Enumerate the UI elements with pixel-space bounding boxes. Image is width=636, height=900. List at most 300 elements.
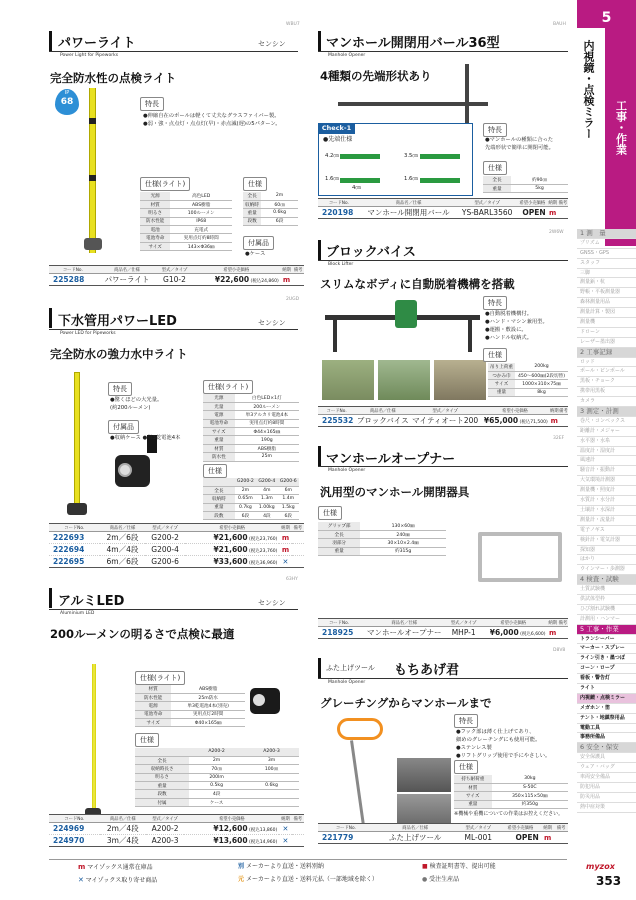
legend-item [78, 863, 153, 872]
order-header-cell: 商品名／仕様 [97, 266, 158, 274]
spec-row [488, 380, 568, 388]
order-header-cell: 希望小売価格 [185, 524, 279, 532]
spec-row [243, 200, 298, 208]
order-header-cell: 納期 [281, 816, 290, 822]
spec-row [318, 539, 446, 547]
sidebar-index-item[interactable]: 水平器・水糸 [577, 437, 636, 447]
spec-key: 電池寿命 [203, 419, 235, 427]
order-header-cell: コードNo. [49, 266, 97, 274]
sidebar-index-item[interactable]: 携帯用黒板 [577, 387, 636, 397]
sidebar-index-item[interactable]: スタッフ [577, 259, 636, 269]
sidebar-index-item[interactable]: 供試体型枠 [577, 595, 636, 605]
order-row [318, 832, 568, 844]
catch-copy: 4種類の先端形状あり [320, 69, 432, 83]
spec-label: 仕様 [243, 177, 267, 191]
order-model: A200-3 [146, 835, 185, 847]
spec-value: 単3乾電池4本(別売) [171, 702, 245, 710]
spec-key: 付属 [135, 798, 189, 806]
order-model: G200-6 [145, 556, 185, 568]
sidebar-index-item[interactable]: 騒音計・振動計 [577, 466, 636, 476]
order-header-cell: 納期 [281, 525, 290, 531]
brand-logo: myzox [586, 862, 615, 871]
order-header-row [49, 815, 304, 823]
divider [318, 260, 568, 261]
sidebar-index-item[interactable]: ドローン [577, 328, 636, 338]
order-header-cell: 型式／タイプ [145, 524, 185, 532]
sidebar-index-item[interactable]: 防犯用品 [577, 783, 636, 793]
sidebar-index-item[interactable]: 土質試験機 [577, 585, 636, 595]
feature-item: ●伸縮自在のポールは軽くて丈夫なグラスファイバー製。 [143, 113, 280, 119]
spec-row [203, 486, 299, 494]
spec-key: 重量 [454, 800, 492, 808]
spec-row [318, 530, 446, 538]
order-header-cell: 備考 [554, 824, 568, 832]
price-value: OPEN [522, 208, 546, 217]
spec-head-row [135, 748, 299, 756]
spec-value: ケース [189, 798, 244, 806]
order-header-cell: 納期 [550, 408, 559, 414]
code-number: 218925 [318, 627, 360, 639]
order-header-cell: 商品名／仕様 [360, 619, 449, 627]
sidebar-index-item[interactable]: メガホン・笛 [577, 704, 636, 714]
order-price [185, 544, 279, 556]
product-code: D8V8 [553, 648, 566, 653]
order-row [49, 556, 304, 568]
legend-text: メーカーより直送・送料別納 [245, 863, 324, 870]
english-name: Power LED for Pipeworks [60, 331, 116, 336]
sidebar-index-item[interactable]: 6 安全・保安 [577, 743, 636, 753]
spec-value: 約315g [360, 547, 446, 555]
sidebar-index-item[interactable]: はかり [577, 555, 636, 565]
delivery-mark [279, 532, 291, 544]
feature-item: 細めのグレーチングにも使用可能。 [456, 737, 541, 743]
product-title: ブロックバイス [326, 245, 416, 260]
spec-row [488, 363, 568, 371]
chapter-tab[interactable] [605, 28, 636, 246]
divider [49, 609, 298, 610]
product-code: 63HY [286, 577, 298, 582]
sidebar-index-item[interactable]: ポール・ピンポール [577, 367, 636, 377]
legend-item [238, 863, 324, 871]
sidebar-index-item[interactable]: 大気環境計測器 [577, 476, 636, 486]
spec-key: 収納時 [203, 495, 235, 503]
code-number: 225288 [49, 274, 97, 286]
spec-key: 電源 [135, 702, 171, 710]
remarks-cell [292, 835, 304, 847]
tip-image [340, 154, 380, 159]
spec-row [488, 371, 568, 379]
spec-value [244, 773, 299, 781]
spec-value: 70㎝ [189, 765, 244, 773]
tip-dimension: 4㎝ [352, 185, 361, 191]
spec-key: サイズ [140, 242, 170, 250]
spec-row [483, 184, 568, 192]
order-model: ML-001 [457, 832, 501, 844]
order-header-cell: 型式／タイプ [157, 266, 192, 274]
sidebar-index-item[interactable]: 4 検査・試験 [577, 575, 636, 585]
sidebar-index-item[interactable]: 電動工具 [577, 724, 636, 734]
sidebar-index-item[interactable]: 計測用・ハンマー [577, 615, 636, 625]
order-header-cell: コードNo. [318, 199, 360, 207]
spec-value: 0.65m [235, 495, 256, 503]
sidebar-index-item[interactable]: プリズム [577, 239, 636, 249]
sidebar-index-item[interactable]: 電子ノギス [577, 526, 636, 536]
spec-row [135, 765, 299, 773]
spec-key: 電池 [140, 226, 170, 234]
sidebar-index-item[interactable]: 車両安全備品 [577, 773, 636, 783]
spec-row [140, 209, 232, 217]
spec-key: サイズ [454, 792, 492, 800]
maker-name: センシン [258, 599, 286, 607]
price-value: ¥21,600 [213, 533, 248, 542]
spec-key: 光源 [140, 192, 170, 200]
spec-value: IP68 [170, 217, 232, 225]
spec-value: ABS樹脂 [170, 200, 232, 208]
remarks-cell [554, 832, 568, 844]
price-value: ¥12,600 [213, 824, 248, 833]
feature-list [485, 136, 570, 152]
in-stock-icon: m [281, 534, 290, 542]
check-sub: ●先端仕様 [323, 136, 353, 143]
sidebar-index-item[interactable]: 探知器 [577, 546, 636, 556]
spec-table [140, 192, 232, 251]
order-icon: ✕ [78, 876, 84, 884]
spec-key: 防水性能 [135, 693, 171, 701]
title-bar [318, 658, 321, 678]
spec-row [135, 790, 299, 798]
price-tax: (税込6,600) [518, 632, 546, 637]
feature-item: (約200ルーメン) [110, 405, 151, 411]
spec-value: 単3アルカリ電池4本 [235, 411, 299, 419]
spec-head-cell: G200-4 [256, 478, 277, 486]
feature-item: 先端形状で簡単に開閉可能。 [485, 145, 554, 151]
chapter-number: 5 [577, 0, 636, 28]
order-table [49, 814, 304, 847]
order-header-row [318, 619, 568, 627]
spec-row [243, 192, 298, 200]
in-stock-icon: m [549, 629, 557, 637]
title-bar [49, 588, 52, 608]
order-header-cell: コードNo. [318, 407, 355, 415]
spec-value: 143×Φ36㎜ [170, 242, 232, 250]
spec-row [135, 693, 245, 701]
order-header-cell: 備考 [558, 620, 568, 626]
english-name: Power Light for Pipeworks [60, 53, 119, 58]
order-table [318, 406, 568, 427]
sidebar-index-item[interactable]: ひび割れ試験機 [577, 605, 636, 615]
sidebar-index-item[interactable]: 熱中症対策 [577, 803, 636, 813]
spec-head-cell [135, 748, 189, 756]
spec-key: 明るさ [135, 773, 189, 781]
sidebar-index-item[interactable]: 風速計 [577, 456, 636, 466]
order-header-cell: コードNo. [318, 824, 374, 832]
spec-row [140, 200, 232, 208]
tip-dimension: 3.5㎝ [404, 153, 418, 159]
product-title: パワーライト [58, 36, 136, 51]
sidebar-index-item[interactable]: 安全保護具 [577, 753, 636, 763]
sidebar-index-item[interactable]: 三脚 [577, 269, 636, 279]
sidebar-index-item[interactable]: カメラ [577, 397, 636, 407]
spec-head-cell: G200-2 [235, 478, 256, 486]
sidebar-index-item[interactable]: 水質計・水分計 [577, 496, 636, 506]
sidebar-index-item[interactable]: 巻尺・コンベックス [577, 417, 636, 427]
sidebar-index-item[interactable]: 土壌計・水深計 [577, 506, 636, 516]
sidebar-index-item[interactable]: ウェア・バッグ [577, 763, 636, 773]
footer-divider [49, 859, 567, 860]
order-header-cell: 備考 [559, 408, 568, 414]
spec-label: 仕様(ライト) [135, 671, 185, 685]
order-icon: ✕ [282, 837, 289, 845]
order-price [480, 415, 550, 427]
feature-item: ●フック部は薄く仕上げてあり、 [456, 729, 535, 735]
spec-value: 8kg [515, 388, 568, 396]
accessory-label: 付属品 [243, 236, 274, 250]
price-value: ¥33,600 [213, 557, 248, 566]
sidebar-index-item[interactable]: トランシーバー [577, 635, 636, 645]
spec-key: 材質 [203, 444, 235, 452]
spec-label: 仕様(ライト) [140, 177, 190, 191]
spec-row [454, 775, 568, 783]
sidebar-index-item[interactable]: GNSS・GPS [577, 249, 636, 259]
made-to-order-icon: ● [422, 876, 428, 883]
sidebar-index-item[interactable]: 測量計・流量計 [577, 516, 636, 526]
sidebar-index-item[interactable]: ライン引き・墨つぼ [577, 654, 636, 664]
order-header-cell: 納期 [541, 824, 555, 832]
spec-value: 4m [256, 486, 277, 494]
spec-value: Φ40×165㎜ [171, 719, 245, 727]
spec-key: 重量 [488, 388, 515, 396]
order-header-cell: 希望小売価格 [500, 824, 541, 832]
order-row [318, 415, 568, 427]
order-header-cell: 商品名／仕様 [355, 407, 410, 415]
pole-joint [89, 175, 96, 181]
sidebar-index-item[interactable]: ウインマー・歩測器 [577, 565, 636, 575]
sidebar-index-item[interactable]: テント・地鎮祭用品 [577, 714, 636, 724]
sidebar-index-item[interactable]: 5 工事・作業 [577, 625, 636, 635]
product-title: アルミLED [58, 594, 125, 609]
product-code: 2UGD [286, 297, 300, 302]
spec-key: 収納時 [243, 200, 261, 208]
code-number: 224969 [49, 823, 100, 835]
spec-table [483, 176, 568, 193]
sidebar-index-item[interactable]: 3 測定・計測 [577, 407, 636, 417]
sidebar-index-item[interactable]: ライト [577, 684, 636, 694]
spec-key: 全長 [483, 176, 511, 184]
check-label: Check-1 [318, 123, 355, 134]
spec-value: 130×60㎜ [360, 522, 446, 530]
product-code: 32EF [553, 436, 565, 441]
sidebar-index-item[interactable]: 測量計算・製図 [577, 308, 636, 318]
spec-table [135, 748, 299, 807]
spec-key: 電池寿命 [135, 710, 171, 718]
spec-row [488, 388, 568, 396]
sidebar-index-item[interactable]: 森林測量用品 [577, 298, 636, 308]
spec-value: 1.5kg [278, 503, 299, 511]
note-text: ※機械や重機についての作業はお控えください。 [454, 811, 564, 817]
spec-row [318, 547, 446, 555]
spec-value: 100㎝ [244, 765, 299, 773]
legend-text: マイゾックス取り寄せ商品 [85, 877, 158, 884]
opener-image [478, 532, 562, 582]
order-header-cell: コードNo. [49, 815, 100, 823]
price-tax: (税込14,960) [247, 840, 278, 845]
spec-head-row [203, 478, 299, 486]
legend-item [422, 863, 496, 871]
order-name: 6m／6段 [100, 556, 146, 568]
product-code: 2W6W [549, 230, 564, 235]
spec-key: 全長 [135, 756, 189, 764]
spec-row [140, 192, 232, 200]
order-header-cell: 納期 [548, 620, 557, 626]
spec-key: 材質 [454, 783, 492, 791]
price-value: OPEN [515, 833, 539, 842]
spec-label: 仕様(ライト) [203, 380, 253, 394]
spec-key: 収納時長さ [135, 765, 189, 773]
price-tax: (税込23,760) [247, 537, 278, 542]
order-row [318, 207, 568, 219]
sidebar-index-item[interactable]: 防災用品 [577, 793, 636, 803]
spec-head-cell: A200-2 [189, 748, 244, 756]
sidebar-index-item[interactable]: 測量機 [577, 318, 636, 328]
spec-row [203, 512, 299, 520]
sidebar-index-item[interactable]: ロッド [577, 358, 636, 368]
spec-table [318, 522, 446, 556]
spec-row [243, 217, 298, 225]
english-name: Manhole Opener [328, 468, 366, 473]
spec-key: 段数 [243, 217, 261, 225]
usage-photo [378, 360, 430, 400]
spec-table [243, 192, 298, 226]
feature-label: 特長 [483, 123, 507, 137]
order-header-cell: 納期 [548, 200, 557, 206]
ip68-badge [55, 89, 79, 115]
sidebar-index-item[interactable]: レーザー墨出器 [577, 338, 636, 348]
catch-copy: スリムなボディに自動脱着機構を搭載 [320, 277, 515, 291]
spec-row [135, 773, 299, 781]
spec-value: 6段 [235, 512, 256, 520]
order-header-row [318, 199, 568, 207]
remarks-cell [292, 823, 304, 835]
accessory-text: ●ケース [245, 251, 266, 257]
delivery-mark [279, 823, 291, 835]
sidebar-index-item[interactable]: 測量鋲・杭 [577, 278, 636, 288]
sidebar-index-item[interactable]: 内視鏡・点検ミラー [577, 694, 636, 704]
price-tax: (税込24,860) [249, 279, 279, 284]
spec-key: つかみ巾 [488, 371, 515, 379]
spec-key: 全長 [243, 192, 261, 200]
product-title: マンホール開閉用バール36型 [326, 36, 500, 51]
sidebar-index-item[interactable]: 測量機・照度計 [577, 486, 636, 496]
sidebar-index-item[interactable]: コーン・ロープ [577, 664, 636, 674]
tip-image [340, 178, 380, 183]
sidebar-index-item[interactable]: 野帳・平板測量器 [577, 288, 636, 298]
spec-value: 0.6kg [261, 209, 298, 217]
spec-row [140, 234, 232, 242]
order-header-cell: 商品名／仕様 [100, 524, 146, 532]
product-title: もちあげ君 [394, 663, 460, 678]
spec-key: 段数 [203, 512, 235, 520]
price-value: ¥21,600 [213, 545, 248, 554]
order-name: ふた上げツール [374, 832, 457, 844]
spec-key: 電源 [203, 411, 235, 419]
order-price [185, 532, 279, 544]
sidebar-index-item[interactable]: 温度計・湿度計 [577, 447, 636, 457]
spec-row [140, 242, 232, 250]
divider [318, 678, 568, 679]
divider [318, 51, 568, 52]
spec-table [454, 775, 568, 809]
feature-item: ●驚くほどの大光量。 [110, 397, 163, 403]
legend-text: マイゾックス通常在庫品 [87, 864, 153, 871]
spec-label: 仕様 [483, 348, 507, 362]
order-model: A200-2 [146, 823, 185, 835]
order-header-cell: 納期 [282, 267, 291, 273]
price-tax: (税込71,500) [518, 420, 548, 425]
spec-row [135, 798, 299, 806]
spec-row [135, 685, 245, 693]
spec-row [203, 453, 299, 461]
order-name: 2m／6段 [100, 532, 146, 544]
sidebar-index-item[interactable]: 黒板・チョーク [577, 377, 636, 387]
feature-item: ●ステンレス製 [456, 745, 492, 751]
sidebar-index-item[interactable]: 事務所備品 [577, 733, 636, 743]
spec-value: 6m [278, 486, 299, 494]
spec-value: 190g [235, 436, 299, 444]
order-model: G200-2 [145, 532, 185, 544]
tip-dimension: 4.2㎝ [325, 153, 339, 159]
sidebar-index-item[interactable]: 距離計・メジャー [577, 427, 636, 437]
order-row [49, 823, 304, 835]
sidebar-index-item[interactable]: 2 工事記録 [577, 348, 636, 358]
pole-joint [89, 118, 96, 124]
sidebar-index-item[interactable]: 検針計・電気計器 [577, 536, 636, 546]
title-bar [49, 308, 52, 328]
spec-value: 200ルーメン [235, 402, 299, 410]
delivery-mark [541, 832, 555, 844]
order-header-cell: 型式／タイプ [146, 815, 185, 823]
page-number: 353 [596, 874, 622, 888]
order-name: パワーライト [97, 274, 158, 286]
spec-key: 光量 [203, 402, 235, 410]
sidebar-index-item[interactable]: 看板・警告灯 [577, 674, 636, 684]
chapter-side-title [582, 40, 602, 142]
price-value: ¥22,600 [214, 275, 250, 284]
spec-value: 0.6kg [244, 782, 299, 790]
spec-value: 約350g [492, 800, 568, 808]
spec-key: 明るさ [140, 209, 170, 217]
spec-row [203, 428, 299, 436]
spec-value: 約90㎝ [511, 176, 568, 184]
order-row [49, 835, 304, 847]
accessory-label: 付属品 [108, 420, 139, 434]
spec-value: 100ルーメン [170, 209, 232, 217]
chapter-tab-text: 工事・作業 [614, 100, 628, 155]
pole-image [74, 372, 80, 507]
sidebar-index-item[interactable]: マーカー・スプレー [577, 644, 636, 654]
code-number: 224970 [49, 835, 100, 847]
light-head [84, 238, 102, 250]
spec-row [140, 217, 232, 225]
order-row [318, 627, 568, 639]
spec-value: 4段 [189, 790, 244, 798]
spec-key: 防水性 [203, 453, 235, 461]
sidebar-index-item[interactable]: 1 測 量 [577, 229, 636, 239]
feature-item: ●ハンドル収納式。 [485, 335, 532, 341]
delivery-mark [279, 544, 291, 556]
spec-value: 6段 [278, 512, 299, 520]
feature-list [456, 728, 568, 760]
spec-label: 仕様 [454, 760, 478, 774]
